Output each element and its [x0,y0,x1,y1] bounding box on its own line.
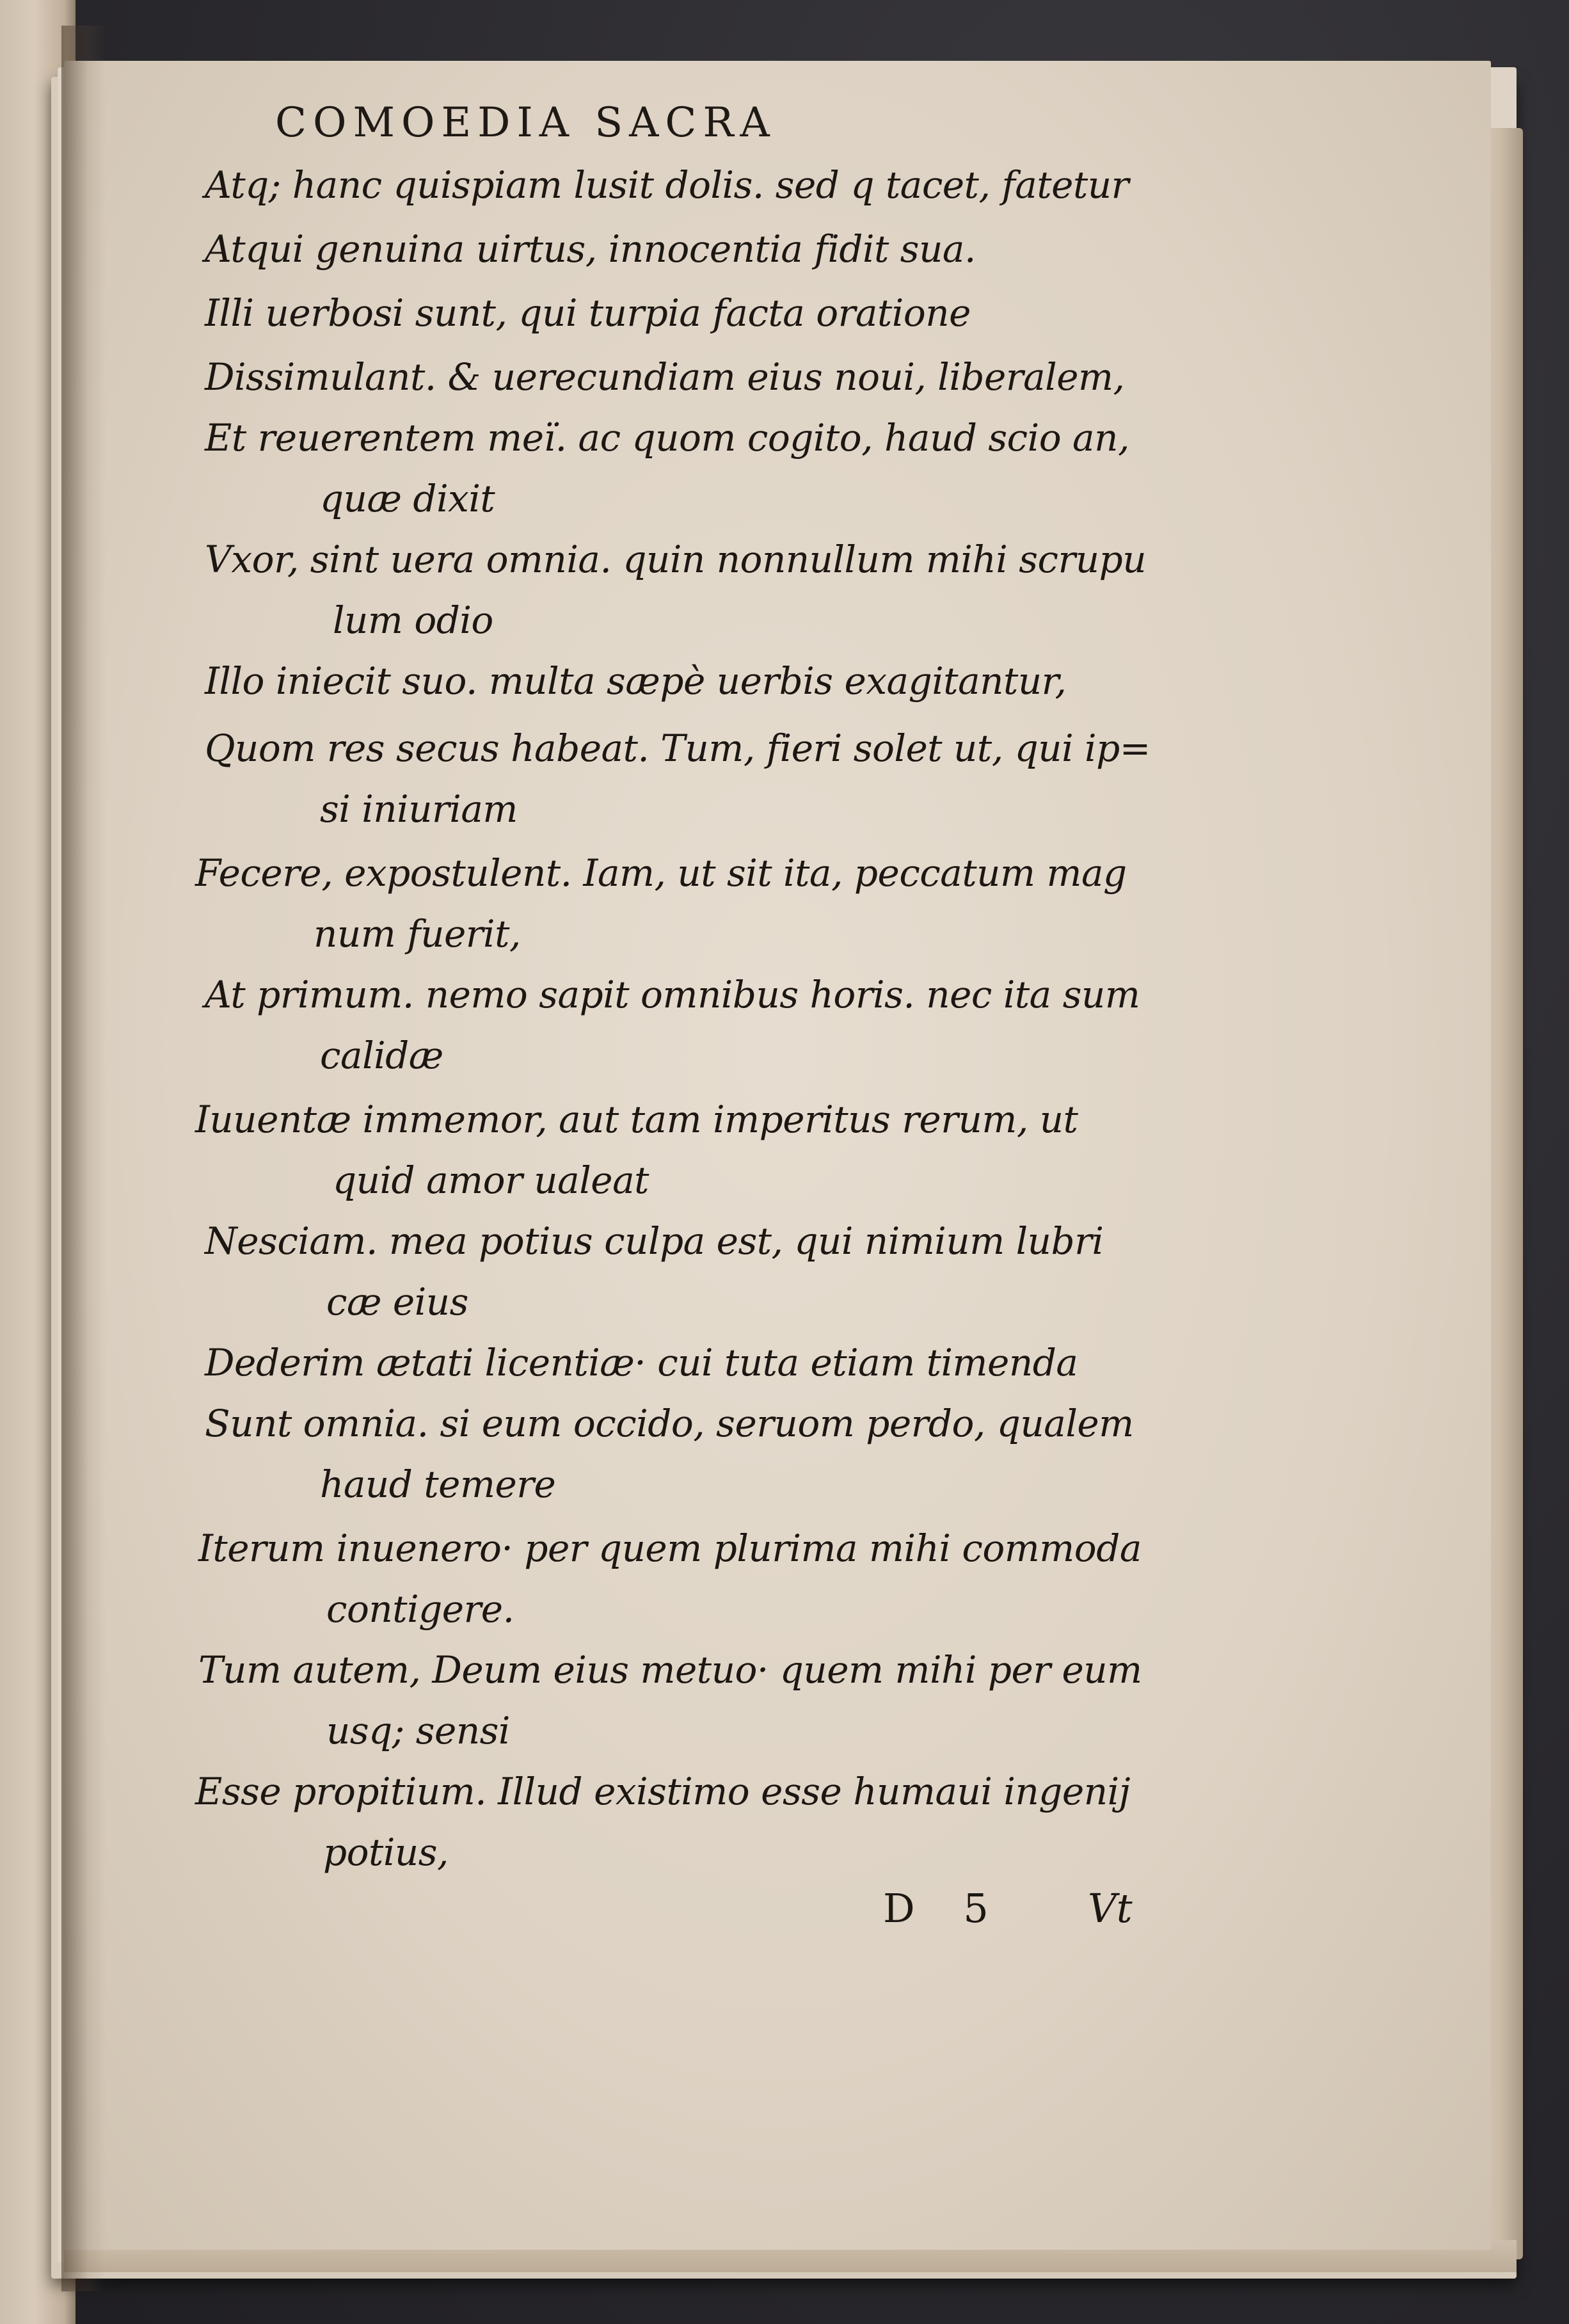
verse-line-continuation: num fuerit, [314,912,521,956]
verse-line: Nesciam. mea potius culpa est, qui nimium lubri [205,1219,1104,1263]
verse-line: Quom res secus habeat. Tum, fieri solet ut, qui ip= [205,726,1151,770]
signature-mark [883,1885,1007,1932]
verse-line: Atqui genuina uirtus, innocentia fidit sua. [205,227,976,271]
verse-line: Iterum inuenero· per quem plurima mihi commoda [198,1527,1142,1570]
verse-line: Esse propitium. Illud existimo esse humaui ingenij [195,1770,1131,1813]
verse-line: Vxor, sint uera omnia. quin nonnullum mihi scrupu [205,538,1147,581]
verse-line: Tum autem, Deum eius metuo· quem mihi per eum [198,1648,1142,1692]
verse-line-continuation: si iniuriam [320,787,518,831]
verse-line: At primum. nemo sapit omnibus horis. nec ita sum [205,973,1140,1016]
running-head: COMOEDIA SACRA [275,99,776,147]
gutter-shadow [61,26,106,2291]
verse-line: Illo iniecit suo. multa sæpè uerbis exagitantur, [205,659,1067,703]
verse-line-continuation: haud temere [320,1463,556,1506]
verse-line-continuation: lum odio [333,598,493,642]
verse-line-continuation: contigere. [326,1587,514,1631]
verse-line: Atq; hanc quispiam lusit dolis. sed q tacet, fatetur [205,163,1129,207]
verse-line: Illi uerbosi sunt, qui turpia facta oratione [205,291,971,335]
verse-line: Dissimulant. & uerecundiam eius noui, liberalem, [205,355,1125,399]
verse-line-continuation: potius, [323,1831,449,1874]
verse-line: Fecere, expostulent. Iam, ut sit ita, peccatum mag [195,851,1127,895]
verse-line-continuation: calidæ [320,1034,443,1077]
catchword: Vt [1088,1885,1133,1932]
verse-line: Dederim ætati licentiæ· cui tuta etiam timenda [205,1341,1078,1384]
signature-mark-text: D 5 [883,1885,1007,1932]
verse-line-continuation: usq; sensi [326,1709,510,1752]
verse-line: Et reuerentem meï. ac quom cogito, haud scio an, [205,416,1129,460]
verse-line: Sunt omnia. si eum occido, seruom perdo, qualem [205,1402,1134,1445]
verse-line-continuation: quid amor ualeat [333,1158,649,1202]
verse-line-continuation: cæ eius [326,1280,468,1324]
verse-line-continuation: quæ dixit [320,477,495,520]
verse-line: Iuuentæ immemor, aut tam imperitus rerum, ut [195,1098,1078,1141]
